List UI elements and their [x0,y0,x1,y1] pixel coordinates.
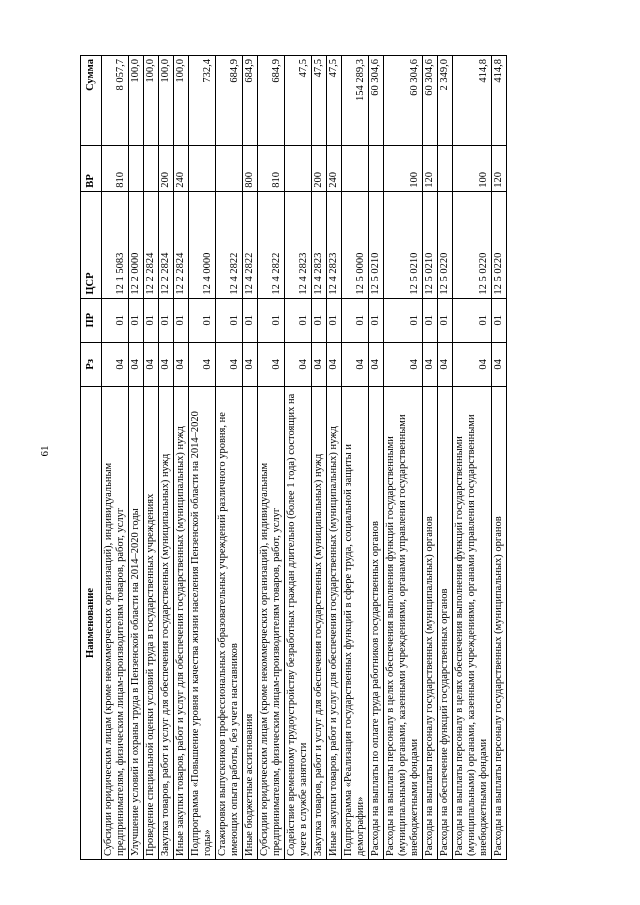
cell-vr: 800 [243,146,258,191]
cell-sum: 684,9 [258,56,285,146]
cell-pr: 01 [312,298,327,342]
cell-name: Расходы на выплаты персоналу в целях обеспечения выполнения функций государственными (муниципальными) органами, казенными учреждениями, органами управления государственными внебюджетными фондами [384,386,423,859]
cell-csr: 12 5 0220 [492,191,507,298]
cell-rz: 04 [159,342,174,386]
header-csr: ЦСР [81,191,102,298]
cell-rz: 04 [144,342,159,386]
cell-name: Подпрограмма «Реализация государственных функций в сфере труда, социальной защиты и демографии» [342,386,369,859]
cell-name: Расходы на обеспечение функций государственных органов [438,386,453,859]
cell-csr: 12 2 2824 [144,191,159,298]
cell-name: Стажировки выпускников профессиональных образовательных учреждений различного уровня, не имеющих опыта работы, без учета наставников [216,386,243,859]
cell-csr: 12 5 0000 [342,191,369,298]
cell-pr: 01 [174,298,189,342]
cell-vr [144,146,159,191]
cell-rz: 04 [327,342,342,386]
cell-vr: 240 [174,146,189,191]
cell-rz: 04 [312,342,327,386]
cell-sum: 414,8 [453,56,492,146]
cell-pr: 01 [492,298,507,342]
cell-pr: 01 [384,298,423,342]
cell-name: Иные бюджетные ассигнования [243,386,258,859]
cell-rz: 04 [243,342,258,386]
cell-pr: 01 [102,298,129,342]
cell-vr [369,146,384,191]
page-number: 61 [39,445,51,457]
cell-pr: 01 [285,298,312,342]
table-row [243,56,258,860]
cell-vr: 810 [258,146,285,191]
cell-name: Иные закупки товаров, работ и услуг для обеспечения государственных (муниципальных) нужд [174,386,189,859]
cell-sum: 100,0 [159,56,174,146]
table-row [438,56,453,860]
cell-vr [285,146,312,191]
header-sum: Сумма [81,56,102,146]
table-header-row [81,56,102,860]
cell-sum: 732,4 [189,56,216,146]
table-row [129,56,144,860]
cell-rz: 04 [174,342,189,386]
table-row [102,56,129,860]
table-row [342,56,369,860]
cell-pr: 01 [216,298,243,342]
cell-name: Улучшение условий и охраны труда в Пензенской области на 2014–2020 годы [129,386,144,859]
table-row [453,56,492,860]
cell-pr: 01 [327,298,342,342]
cell-csr: 12 5 0210 [384,191,423,298]
cell-name: Расходы на выплаты по оплате труда работников государственных органов [369,386,384,859]
table-row [423,56,438,860]
cell-sum: 47,5 [327,56,342,146]
cell-name: Закупка товаров, работ и услуг для обеспечения государственных (муниципальных) нужд [312,386,327,859]
cell-sum: 684,9 [216,56,243,146]
cell-csr: 12 5 0220 [453,191,492,298]
cell-sum: 60 304,6 [369,56,384,146]
cell-vr [216,146,243,191]
cell-rz: 04 [189,342,216,386]
cell-vr [342,146,369,191]
cell-rz: 04 [102,342,129,386]
table-row [189,56,216,860]
cell-csr: 12 5 0220 [438,191,453,298]
cell-sum: 60 304,6 [384,56,423,146]
cell-rz: 04 [492,342,507,386]
rotated-table-container [80,55,565,860]
cell-rz: 04 [369,342,384,386]
cell-rz: 04 [453,342,492,386]
table-row [369,56,384,860]
cell-pr: 01 [369,298,384,342]
cell-vr [438,146,453,191]
cell-name: Содействие временному трудоустройству безработных граждан длительно (более 1 года) состоящих на учете в службе занятости [285,386,312,859]
table-row [174,56,189,860]
cell-csr: 12 4 2823 [312,191,327,298]
cell-name: Субсидии юридическим лицам (кроме некоммерческих организаций), индивидуальным предпринимателям, физическим лицам-производителям товаров, работ, услуг [258,386,285,859]
table-row [258,56,285,860]
cell-sum: 47,5 [285,56,312,146]
cell-csr: 12 2 0000 [129,191,144,298]
table-row [492,56,507,860]
cell-name: Закупка товаров, работ и услуг для обеспечения государственных (муниципальных) нужд [159,386,174,859]
cell-name: Подпрограмма «Повышение уровня и качества жизни населения Пензенской области на 2014–2020 годы» [189,386,216,859]
table-row [312,56,327,860]
budget-table [80,55,507,860]
header-rz: Рз [81,342,102,386]
cell-csr: 12 4 2822 [258,191,285,298]
cell-pr: 01 [258,298,285,342]
cell-sum: 154 289,3 [342,56,369,146]
cell-sum: 100,0 [129,56,144,146]
cell-csr: 12 4 0000 [189,191,216,298]
cell-csr: 12 2 2824 [174,191,189,298]
cell-rz: 04 [129,342,144,386]
header-vr: ВР [81,146,102,191]
cell-pr: 01 [189,298,216,342]
cell-pr: 01 [453,298,492,342]
cell-name: Иные закупки товаров, работ и услуг для обеспечения государственных (муниципальных) нужд [327,386,342,859]
table-row [285,56,312,860]
cell-csr: 12 5 0210 [423,191,438,298]
cell-vr: 120 [423,146,438,191]
header-pr: ПР [81,298,102,342]
cell-sum: 684,9 [243,56,258,146]
cell-name: Расходы на выплаты персоналу в целях обеспечения выполнения функций государственными (муниципальными) органами, казенными учреждениями, органами управления государственными внебюджетными фондами [453,386,492,859]
cell-vr: 200 [312,146,327,191]
cell-sum: 2 349,0 [438,56,453,146]
cell-rz: 04 [285,342,312,386]
cell-sum: 100,0 [174,56,189,146]
cell-vr: 200 [159,146,174,191]
cell-pr: 01 [423,298,438,342]
cell-pr: 01 [438,298,453,342]
table-body [102,56,507,860]
cell-csr: 12 1 5083 [102,191,129,298]
cell-vr: 100 [453,146,492,191]
cell-pr: 01 [243,298,258,342]
cell-csr: 12 5 0210 [369,191,384,298]
cell-rz: 04 [216,342,243,386]
cell-csr: 12 4 2823 [327,191,342,298]
cell-vr: 810 [102,146,129,191]
cell-vr [129,146,144,191]
cell-sum: 100,0 [144,56,159,146]
cell-vr [189,146,216,191]
cell-sum: 60 304,6 [423,56,438,146]
cell-vr: 240 [327,146,342,191]
cell-pr: 01 [342,298,369,342]
cell-rz: 04 [342,342,369,386]
cell-rz: 04 [258,342,285,386]
cell-rz: 04 [384,342,423,386]
cell-name: Субсидии юридическим лицам (кроме некоммерческих организаций), индивидуальным предпринимателям, физическим лицам-производителям товаров, работ, услуг [102,386,129,859]
cell-rz: 04 [438,342,453,386]
cell-pr: 01 [159,298,174,342]
cell-pr: 01 [144,298,159,342]
table-row [327,56,342,860]
cell-vr: 120 [492,146,507,191]
table-row [159,56,174,860]
cell-sum: 414,8 [492,56,507,146]
cell-csr: 12 2 2824 [159,191,174,298]
table-row [216,56,243,860]
cell-rz: 04 [423,342,438,386]
cell-vr: 100 [384,146,423,191]
cell-sum: 47,5 [312,56,327,146]
cell-pr: 01 [129,298,144,342]
cell-sum: 8 057,7 [102,56,129,146]
header-name: Наименование [81,386,102,859]
cell-csr: 12 4 2823 [285,191,312,298]
table-row [144,56,159,860]
cell-name: Расходы на выплаты персоналу государственных (муниципальных) органов [492,386,507,859]
cell-csr: 12 4 2822 [216,191,243,298]
cell-csr: 12 4 2822 [243,191,258,298]
table-row [384,56,423,860]
cell-name: Проведение специальной оценки условий труда в государственных учреждениях [144,386,159,859]
cell-name: Расходы на выплаты персоналу государственных (муниципальных) органов [423,386,438,859]
